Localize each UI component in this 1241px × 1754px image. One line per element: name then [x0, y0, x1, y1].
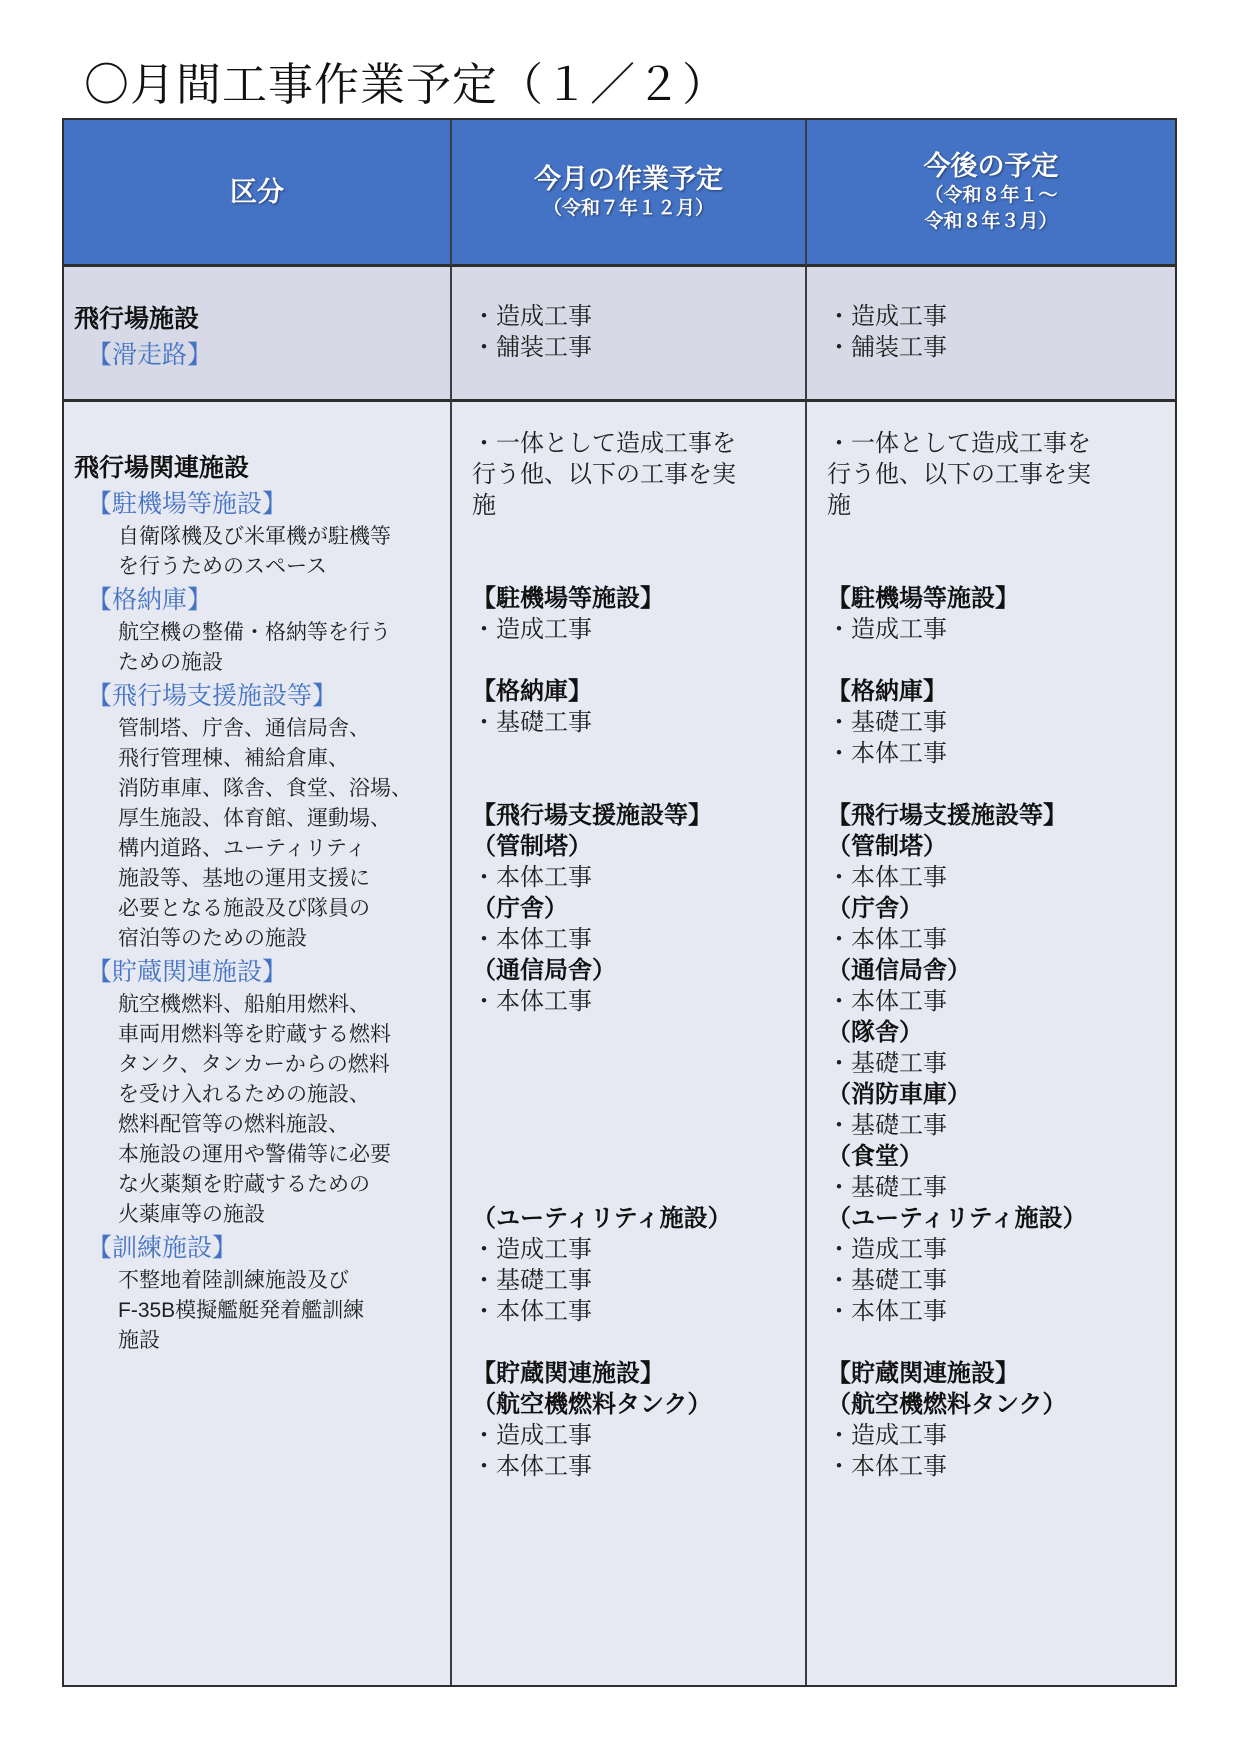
- table-text-line: ・本体工事: [472, 988, 592, 1015]
- table-text-line: （管制塔）: [472, 833, 592, 860]
- spacer-line: [472, 521, 801, 552]
- header-cell-current-month: [452, 120, 807, 267]
- table-text-line: 行う他、以下の工事を実: [827, 461, 1091, 488]
- table-text-line: 航空機の整備・格納等を行う: [118, 621, 391, 644]
- table-text-line: （通信局舎）: [472, 957, 616, 984]
- table-text-line: 【格納庫】: [472, 678, 592, 705]
- table-text-line: 自衛隊機及び米軍機が駐機等: [118, 525, 391, 548]
- table-text-line: ・一体として造成工事を: [472, 430, 736, 457]
- table-text-line: 行う他、以下の工事を実: [472, 461, 736, 488]
- schedule-table: [62, 118, 1177, 1687]
- table-text-line: （ユーティリティ施設）: [827, 1205, 1087, 1232]
- table-text-line: ・本体工事: [827, 1298, 947, 1325]
- header-future-label: 今後の予定: [923, 151, 1059, 181]
- table-text-line: ・本体工事: [472, 1298, 592, 1325]
- table-text-line: 【滑走路】: [87, 341, 213, 369]
- table-text-line: （食堂）: [827, 1143, 923, 1170]
- page-title: 〇月間工事作業予定（１／２）: [84, 59, 729, 110]
- table-text-line: （通信局舎）: [827, 957, 971, 984]
- spacer-line: [827, 1327, 1171, 1358]
- table-text-line: ・舗装工事: [472, 334, 592, 361]
- table-text-line: 施設: [118, 1329, 160, 1352]
- table-text-line: 不整地着陸訓練施設及び: [118, 1269, 349, 1292]
- table-text-line: 本施設の運用や警備等に必要: [118, 1143, 391, 1166]
- table-text-line: （航空機燃料タンク）: [827, 1391, 1067, 1418]
- spacer-line: [472, 1327, 801, 1358]
- row1-category-cell: [64, 267, 452, 402]
- spacer-line: [472, 1110, 801, 1141]
- spacer-line: [827, 769, 1171, 800]
- table-text-line: ・本体工事: [472, 926, 592, 953]
- table-text-line: 燃料配管等の燃料施設、: [118, 1113, 349, 1136]
- spacer-line: [472, 645, 801, 676]
- spacer-line: [827, 645, 1171, 676]
- table-text-line: ・本体工事: [472, 1453, 592, 1480]
- spacer-line: [472, 738, 801, 769]
- table-text-line: 【貯蔵関連施設】: [472, 1360, 664, 1387]
- table-text-line: ・基礎工事: [472, 1267, 592, 1294]
- table-text-line: ・基礎工事: [472, 709, 592, 736]
- header-future-period-line1: （令和８年１～: [924, 185, 1058, 206]
- row1-current-month-cell: [452, 267, 807, 402]
- table-text-line: ・本体工事: [827, 740, 947, 767]
- table-text-line: 【貯蔵関連施設】: [827, 1360, 1019, 1387]
- table-text-line: 【飛行場支援施設等】: [827, 802, 1067, 829]
- row2-future-cell: [807, 402, 1175, 1685]
- table-text-line: 【貯蔵関連施設】: [87, 958, 288, 986]
- table-text-line: 施: [827, 492, 851, 519]
- table-text-line: （ユーティリティ施設）: [472, 1205, 732, 1232]
- table-text-line: を受け入れるための施設、: [118, 1083, 370, 1106]
- spacer-line: [472, 1141, 801, 1172]
- table-text-line: 【格納庫】: [827, 678, 947, 705]
- table-text-line: （庁舎）: [472, 895, 568, 922]
- table-text-line: 飛行管理棟、補給倉庫、: [118, 747, 349, 770]
- table-text-line: ・基礎工事: [827, 1050, 947, 1077]
- spacer-line: [472, 1079, 801, 1110]
- table-text-line: 消防車庫、隊舎、食堂、浴場、: [118, 777, 412, 800]
- table-text-line: 【駐機場等施設】: [87, 490, 288, 518]
- table-text-line: ・造成工事: [472, 303, 592, 330]
- table-text-line: ・基礎工事: [827, 1174, 947, 1201]
- header-current-month-period: （令和７年１２月）: [542, 198, 714, 219]
- table-text-line: タンク、タンカーからの燃料: [118, 1053, 390, 1076]
- header-current-month-label: 今月の作業予定: [534, 164, 723, 194]
- table-text-line: 管制塔、庁舎、通信局舎、: [118, 717, 370, 740]
- table-text-line: 【訓練施設】: [87, 1234, 238, 1262]
- table-text-line: ・造成工事: [472, 1422, 592, 1449]
- table-text-line: 航空機燃料、船舶用燃料、: [118, 993, 370, 1016]
- table-text-line: ・基礎工事: [827, 1267, 947, 1294]
- table-text-line: ・基礎工事: [827, 709, 947, 736]
- table-text-line: ・本体工事: [827, 1453, 947, 1480]
- table-text-line: （管制塔）: [827, 833, 947, 860]
- spacer-line: [472, 1172, 801, 1203]
- table-text-line: ・本体工事: [827, 926, 947, 953]
- table-text-line: F-35B模擬艦艇発着艦訓練: [118, 1299, 365, 1322]
- table-text-line: ・本体工事: [827, 864, 947, 891]
- spacer-line: [472, 552, 801, 583]
- table-text-line: ・本体工事: [827, 988, 947, 1015]
- table-text-line: ・造成工事: [827, 616, 947, 643]
- spacer-line: [472, 1017, 801, 1048]
- table-text-line: 宿泊等のための施設: [118, 927, 307, 950]
- table-text-line: ・基礎工事: [827, 1112, 947, 1139]
- table-text-line: 飛行場施設: [74, 305, 200, 333]
- table-text-line: ・造成工事: [827, 1236, 947, 1263]
- header-cell-future: [807, 120, 1175, 267]
- table-text-line: 【飛行場支援施設等】: [87, 682, 338, 710]
- header-future-period-line2: 令和８年３月）: [924, 211, 1058, 232]
- table-text-line: 【駐機場等施設】: [472, 585, 664, 612]
- spacer-line: [827, 552, 1171, 583]
- spacer-line: [472, 769, 801, 800]
- table-text-line: ・本体工事: [472, 864, 592, 891]
- table-text-line: 厚生施設、体育館、運動場、: [118, 807, 391, 830]
- table-text-line: 【飛行場支援施設等】: [472, 802, 712, 829]
- table-text-line: ・造成工事: [472, 616, 592, 643]
- table-text-line: 【駐機場等施設】: [827, 585, 1019, 612]
- table-text-line: 飛行場関連施設: [74, 454, 250, 482]
- table-text-line: ・舗装工事: [827, 334, 947, 361]
- spacer-line: [827, 521, 1171, 552]
- spacer-line: [472, 1048, 801, 1079]
- row1-future-cell: [807, 267, 1175, 402]
- table-text-line: ・一体として造成工事を: [827, 430, 1091, 457]
- table-text-line: ための施設: [118, 651, 223, 674]
- table-text-line: （庁舎）: [827, 895, 923, 922]
- header-category-label: 区分: [230, 177, 284, 207]
- table-text-line: （隊舎）: [827, 1019, 923, 1046]
- table-text-line: 施: [472, 492, 496, 519]
- table-text-line: 車両用燃料等を貯蔵する燃料: [118, 1023, 391, 1046]
- table-text-line: 構内道路、ユーティリティ: [118, 837, 367, 860]
- table-text-line: ・造成工事: [827, 303, 947, 330]
- table-text-line: 必要となる施設及び隊員の: [118, 897, 370, 920]
- table-text-line: ・造成工事: [827, 1422, 947, 1449]
- table-text-line: ・造成工事: [472, 1236, 592, 1263]
- table-text-line: 火薬庫等の施設: [118, 1203, 265, 1226]
- table-text-line: 【格納庫】: [87, 586, 213, 614]
- row2-current-month-cell: [452, 402, 807, 1685]
- table-text-line: を行うためのスペース: [118, 555, 327, 578]
- table-text-line: な火薬類を貯蔵するための: [118, 1173, 370, 1196]
- table-text-line: （航空機燃料タンク）: [472, 1391, 712, 1418]
- table-text-line: 施設等、基地の運用支援に: [118, 867, 370, 890]
- row2-category-cell: [64, 402, 452, 1685]
- table-text-line: （消防車庫）: [827, 1081, 971, 1108]
- header-cell-category: [64, 120, 452, 267]
